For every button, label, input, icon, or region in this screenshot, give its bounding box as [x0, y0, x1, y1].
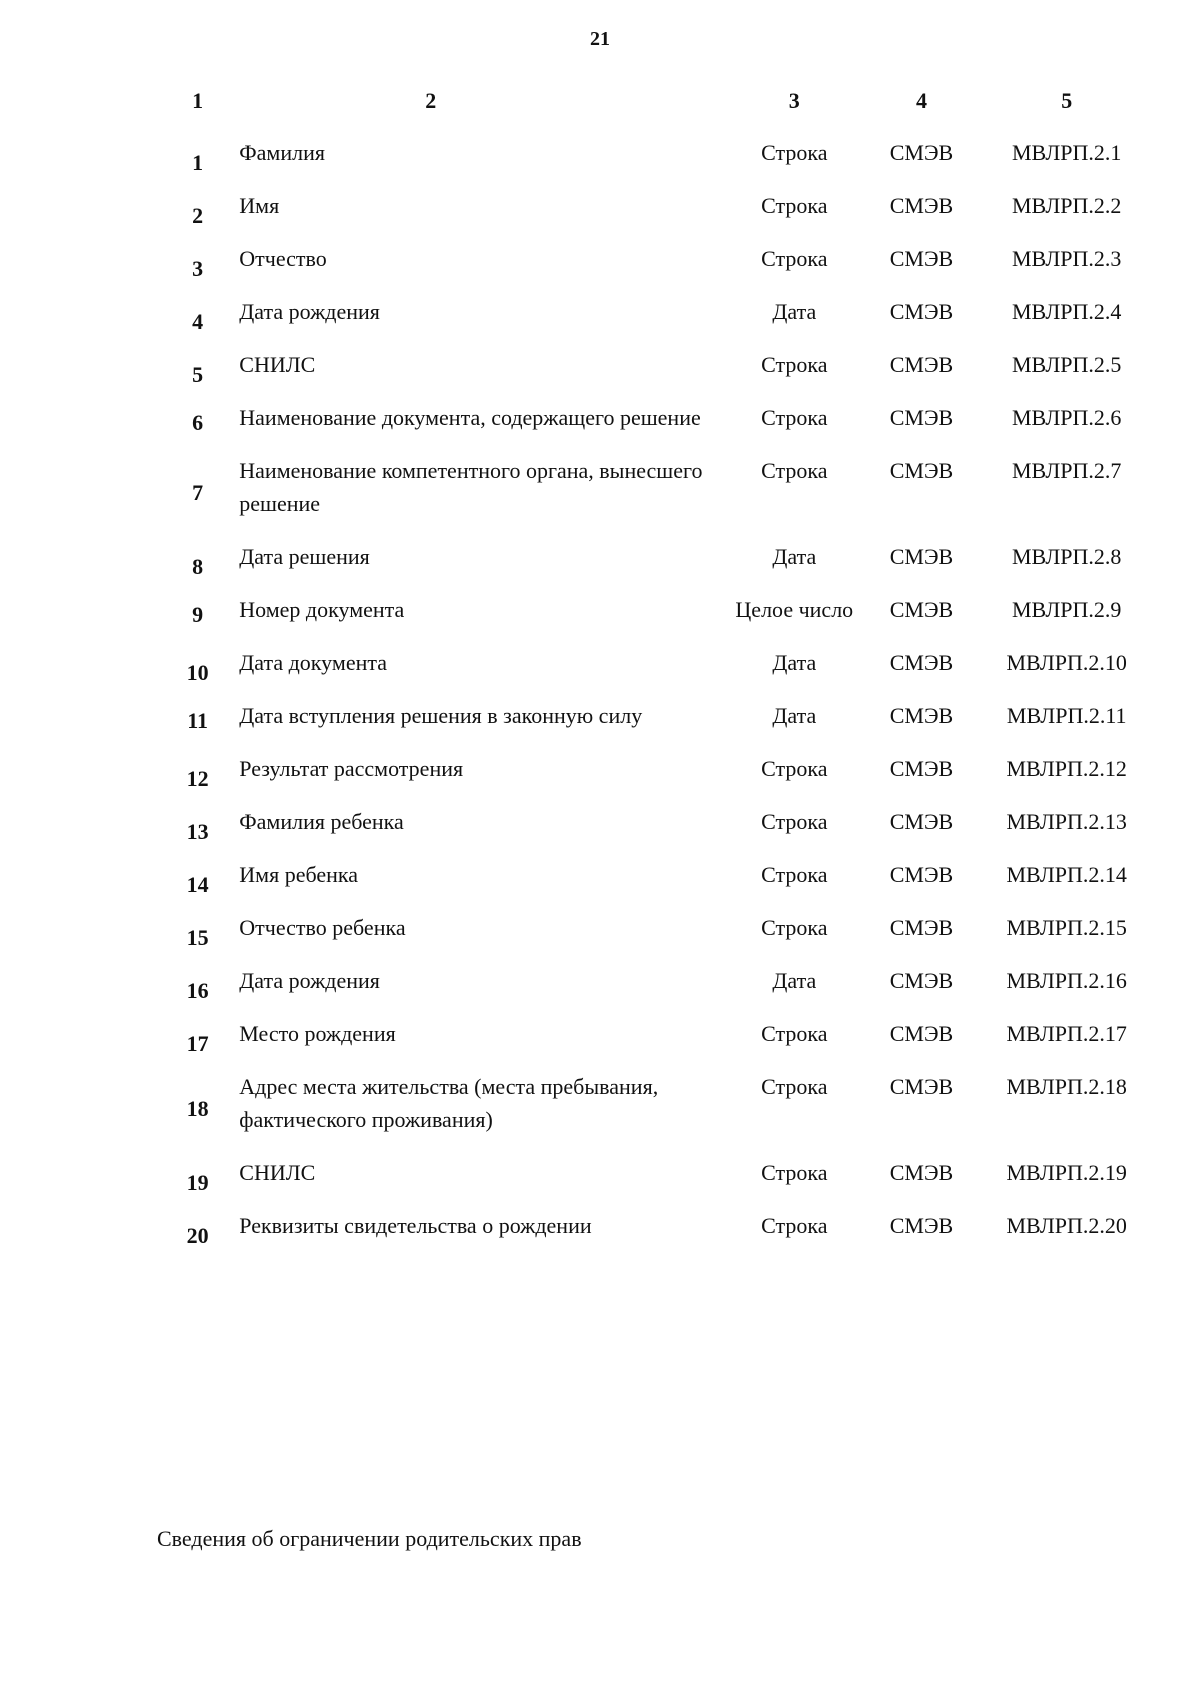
row-number: 19	[186, 1170, 209, 1195]
row-number: 2	[192, 203, 204, 228]
field-code: МВЛРП.2.4	[1011, 299, 1122, 324]
field-type: Строка	[761, 756, 828, 781]
row-number: 14	[186, 872, 209, 897]
field-code: МВЛРП.2.20	[1006, 1213, 1127, 1238]
field-source: СМЭВ	[889, 703, 954, 728]
column-header-1: 1	[192, 88, 204, 113]
table-row	[160, 850, 1150, 903]
field-source: СМЭВ	[889, 193, 954, 218]
row-number: 10	[186, 660, 209, 685]
table-row	[160, 797, 1150, 850]
table-row	[160, 744, 1150, 797]
table-row	[160, 128, 1150, 181]
row-number: 17	[186, 1031, 209, 1056]
field-name: Наименование документа, содержащего решение	[239, 405, 701, 430]
field-source: СМЭВ	[889, 756, 954, 781]
field-name: Место рождения	[239, 1021, 396, 1046]
field-code: МВЛРП.2.6	[1011, 405, 1122, 430]
table-row	[160, 1062, 1150, 1148]
table-row	[160, 1148, 1150, 1201]
field-code: МВЛРП.2.9	[1011, 597, 1122, 622]
field-source: СМЭВ	[889, 1074, 954, 1099]
table-body	[160, 128, 1150, 1254]
field-type: Строка	[761, 405, 828, 430]
table-row	[160, 903, 1150, 956]
field-type: Строка	[761, 352, 828, 377]
field-type: Строка	[761, 1074, 828, 1099]
field-source: СМЭВ	[889, 809, 954, 834]
field-code: МВЛРП.2.5	[1011, 352, 1122, 377]
field-type: Дата	[772, 544, 817, 569]
field-source: СМЭВ	[889, 915, 954, 940]
column-header-4: 4	[915, 88, 927, 113]
field-code: МВЛРП.2.10	[1006, 650, 1127, 675]
field-type: Целое число	[735, 597, 854, 622]
field-name: Результат рассмотрения	[239, 756, 464, 781]
table-header-row	[160, 88, 1150, 128]
row-number: 13	[186, 819, 209, 844]
field-name: Дата рождения	[239, 299, 380, 324]
field-name: Фамилия	[239, 140, 325, 165]
field-code: МВЛРП.2.7	[1011, 458, 1122, 483]
field-name: Реквизиты свидетельства о рождении	[239, 1213, 592, 1238]
field-code: МВЛРП.2.12	[1006, 756, 1127, 781]
field-source: СМЭВ	[889, 597, 954, 622]
field-code: МВЛРП.2.18	[1006, 1074, 1127, 1099]
field-type: Строка	[761, 193, 828, 218]
field-name: Дата решения	[239, 544, 370, 569]
column-header-3: 3	[788, 88, 800, 113]
row-number: 16	[186, 978, 209, 1003]
field-name: Отчество	[239, 246, 327, 271]
field-name: Дата документа	[239, 650, 388, 675]
row-number: 18	[186, 1095, 209, 1121]
field-type: Строка	[761, 862, 828, 887]
row-number: 5	[192, 362, 204, 387]
field-type: Дата	[772, 299, 817, 324]
table-row	[160, 1201, 1150, 1254]
field-type: Строка	[761, 1213, 828, 1238]
table-row	[160, 340, 1150, 393]
field-type: Строка	[761, 1160, 828, 1185]
section-title: Сведения об ограничении родительских прав	[157, 1526, 582, 1551]
field-source: СМЭВ	[889, 352, 954, 377]
column-header-5: 5	[1061, 88, 1073, 113]
field-name: Дата вступления решения в законную силу	[239, 703, 643, 728]
table-row	[160, 638, 1150, 691]
field-name: Фамилия ребенка	[239, 809, 404, 834]
row-number: 3	[192, 256, 204, 281]
table-row	[160, 234, 1150, 287]
field-type: Дата	[772, 703, 817, 728]
field-code: МВЛРП.2.19	[1006, 1160, 1127, 1185]
field-name: Отчество ребенка	[239, 915, 406, 940]
field-type: Строка	[761, 915, 828, 940]
field-code: МВЛРП.2.17	[1006, 1021, 1127, 1046]
field-type: Строка	[761, 809, 828, 834]
row-number: 4	[192, 309, 204, 334]
field-code: МВЛРП.2.2	[1011, 193, 1122, 218]
table-row	[160, 956, 1150, 1009]
field-source: СМЭВ	[889, 968, 954, 993]
field-name: Имя ребенка	[239, 862, 359, 887]
field-code: МВЛРП.2.14	[1006, 862, 1127, 887]
field-type: Дата	[772, 650, 817, 675]
data-table	[160, 88, 1150, 1254]
field-name: Адрес места жительства (места пребывания, фактического проживания)	[239, 1074, 659, 1132]
table-header	[160, 88, 1150, 128]
row-number: 6	[192, 410, 204, 435]
field-name: СНИЛС	[239, 1160, 316, 1185]
table-row	[160, 446, 1150, 532]
table-row	[160, 181, 1150, 234]
table-row	[160, 1009, 1150, 1062]
field-name: СНИЛС	[239, 352, 316, 377]
field-code: МВЛРП.2.16	[1006, 968, 1127, 993]
table-row	[160, 287, 1150, 340]
field-source: СМЭВ	[889, 299, 954, 324]
row-number: 7	[192, 479, 204, 505]
field-code: МВЛРП.2.11	[1006, 703, 1127, 728]
table-row	[160, 585, 1150, 638]
field-name: Номер документа	[239, 597, 405, 622]
row-number: 8	[192, 554, 204, 579]
page-number: 21	[590, 28, 610, 50]
row-number: 20	[186, 1223, 209, 1248]
field-type: Строка	[761, 140, 828, 165]
row-number: 9	[192, 602, 204, 627]
field-type: Строка	[761, 1021, 828, 1046]
row-number: 15	[186, 925, 209, 950]
field-source: СМЭВ	[889, 246, 954, 271]
table-row	[160, 691, 1150, 744]
field-type: Строка	[761, 458, 828, 483]
field-source: СМЭВ	[889, 650, 954, 675]
field-type: Строка	[761, 246, 828, 271]
field-code: МВЛРП.2.8	[1011, 544, 1122, 569]
field-name: Имя	[239, 193, 280, 218]
field-type: Дата	[772, 968, 817, 993]
field-source: СМЭВ	[889, 405, 954, 430]
row-number: 11	[187, 708, 209, 733]
field-code: МВЛРП.2.13	[1006, 809, 1127, 834]
table-row	[160, 532, 1150, 585]
field-source: СМЭВ	[889, 1021, 954, 1046]
field-source: СМЭВ	[889, 862, 954, 887]
field-code: МВЛРП.2.15	[1006, 915, 1127, 940]
field-name: Дата рождения	[239, 968, 380, 993]
column-header-2: 2	[425, 88, 437, 113]
field-source: СМЭВ	[889, 458, 954, 483]
table-row	[160, 393, 1150, 446]
field-code: МВЛРП.2.3	[1011, 246, 1122, 271]
field-source: СМЭВ	[889, 140, 954, 165]
field-source: СМЭВ	[889, 1213, 954, 1238]
field-source: СМЭВ	[889, 544, 954, 569]
row-number: 1	[192, 150, 204, 175]
field-name: Наименование компетентного органа, вынесшего решение	[239, 458, 703, 516]
field-source: СМЭВ	[889, 1160, 954, 1185]
row-number: 12	[186, 766, 209, 791]
field-code: МВЛРП.2.1	[1011, 140, 1122, 165]
